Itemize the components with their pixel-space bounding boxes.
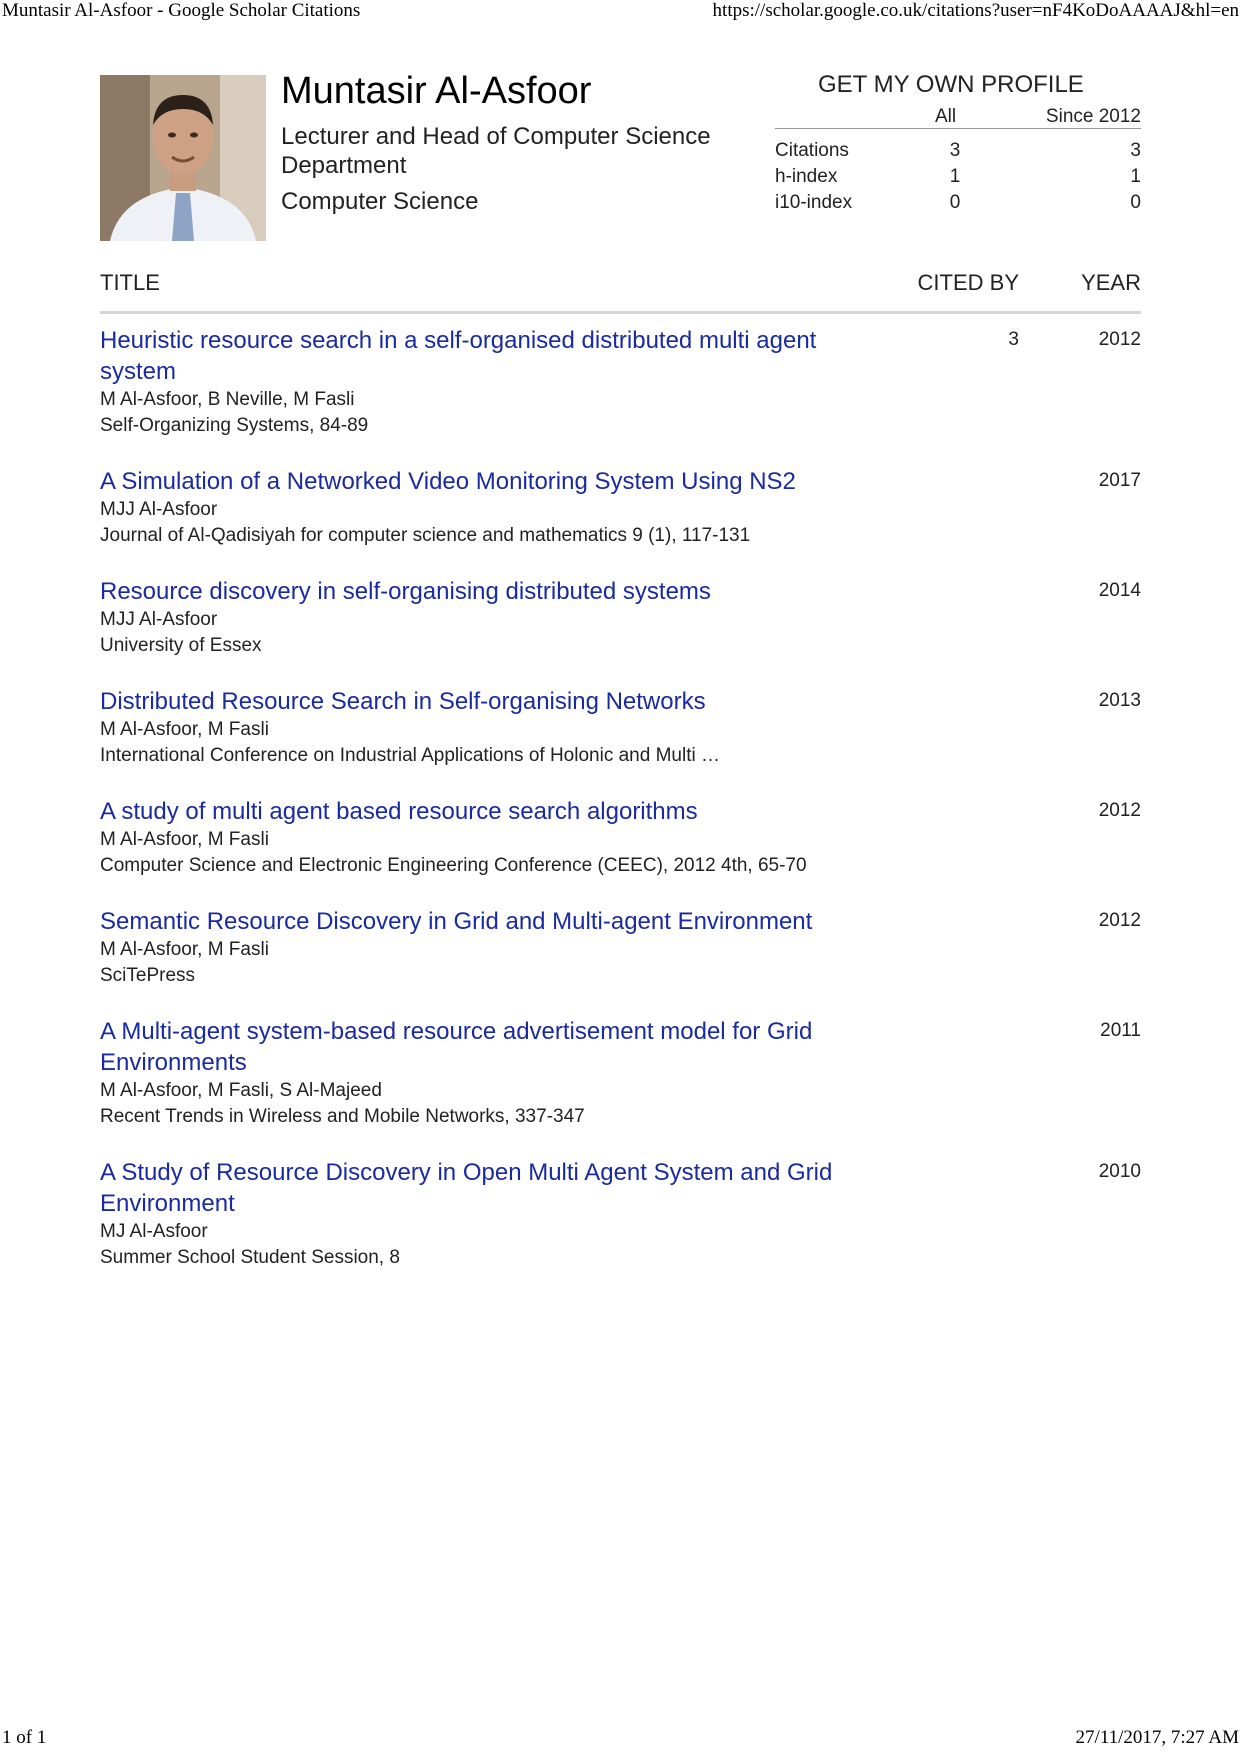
print-footer xyxy=(0,1727,1241,1751)
publication-title-link[interactable]: A study of multi agent based resource search algorithms xyxy=(100,798,698,825)
col-cited-by-header[interactable]: CITED BY xyxy=(917,270,1019,295)
profile-name: Muntasir Al-Asfoor xyxy=(281,70,592,112)
publication-year: 2010 xyxy=(1098,1161,1141,1182)
publication-authors: M Al-Asfoor, B Neville, M Fasli xyxy=(100,389,355,410)
publication-authors: MJJ Al-Asfoor xyxy=(100,609,218,630)
publication-row xyxy=(100,466,1141,549)
avatar xyxy=(100,75,266,241)
print-footer-datetime: 27/11/2017, 7:27 AM xyxy=(1075,1727,1239,1748)
publication-title-link[interactable]: Heuristic resource search in a self-organised distributed multi agent system xyxy=(100,327,817,385)
stats-value-since: 1 xyxy=(1130,166,1141,187)
publication-authors: M Al-Asfoor, M Fasli, S Al-Majeed xyxy=(100,1080,382,1101)
publication-venue: Self-Organizing Systems, 84-89 xyxy=(100,415,369,436)
publication-row xyxy=(100,576,1141,659)
publication-venue: University of Essex xyxy=(100,635,262,656)
profile-affiliation: Lecturer and Head of Computer Science Department xyxy=(281,123,711,179)
stats-col-all[interactable]: All xyxy=(935,106,957,127)
print-footer-page: 1 of 1 xyxy=(2,1727,47,1748)
publication-venue: Journal of Al-Qadisiyah for computer science and mathematics 9 (1), 117-131 xyxy=(100,525,751,546)
publication-venue: International Conference on Industrial Applications of Holonic and Multi … xyxy=(100,745,720,766)
publication-venue: Computer Science and Electronic Engineering Conference (CEEC), 2012 4th, 65-70 xyxy=(100,855,807,876)
stats-value-since: 3 xyxy=(1130,140,1141,161)
publication-authors: MJ Al-Asfoor xyxy=(100,1221,208,1242)
print-header-url: https://scholar.google.co.uk/citations?user=nF4KoDoAAAAJ&hl=en xyxy=(712,0,1239,21)
publication-title-link[interactable]: A Multi-agent system-based resource advertisement model for Grid Environments xyxy=(100,1018,813,1076)
col-year-header[interactable]: YEAR xyxy=(1081,270,1141,295)
citation-stats-table xyxy=(775,104,1141,214)
publication-row xyxy=(100,1016,1141,1130)
stats-label[interactable]: Citations xyxy=(775,140,849,161)
publication-row xyxy=(100,686,1141,769)
publication-year: 2012 xyxy=(1098,800,1141,821)
publication-row xyxy=(100,796,1141,879)
col-title-header[interactable]: TITLE xyxy=(100,270,160,295)
profile-interest[interactable]: Computer Science xyxy=(281,188,479,215)
stats-row-citations xyxy=(775,136,1141,162)
publication-cited-by[interactable]: 3 xyxy=(1008,329,1019,350)
publication-year: 2012 xyxy=(1098,329,1141,350)
publication-year: 2013 xyxy=(1098,690,1141,711)
stats-col-since[interactable]: Since 2012 xyxy=(1045,106,1141,127)
publication-year: 2017 xyxy=(1098,470,1141,491)
stats-value-since: 0 xyxy=(1130,192,1141,213)
publication-venue: SciTePress xyxy=(100,965,196,986)
publication-row xyxy=(100,325,1141,439)
stats-value-all: 0 xyxy=(949,192,961,213)
stats-header xyxy=(775,104,1141,129)
publications-list xyxy=(100,325,1141,1298)
publication-venue: Summer School Student Session, 8 xyxy=(100,1247,400,1268)
get-my-own-profile-button[interactable]: GET MY OWN PROFILE xyxy=(818,71,1084,98)
publication-year: 2012 xyxy=(1098,910,1141,931)
stats-label[interactable]: i10-index xyxy=(775,192,853,213)
stats-row-i10-index xyxy=(775,188,1141,214)
publication-title-link[interactable]: A Simulation of a Networked Video Monitoring System Using NS2 xyxy=(100,468,796,495)
publication-authors: MJJ Al-Asfoor xyxy=(100,499,218,520)
publication-year: 2011 xyxy=(1100,1020,1141,1041)
publication-authors: M Al-Asfoor, M Fasli xyxy=(100,719,269,740)
print-header xyxy=(0,0,1241,24)
publication-title-link[interactable]: A Study of Resource Discovery in Open Multi Agent System and Grid Environment xyxy=(100,1159,833,1217)
stats-row-h-index xyxy=(775,162,1141,188)
publication-title-link[interactable]: Resource discovery in self-organising distributed systems xyxy=(100,578,711,605)
publication-venue: Recent Trends in Wireless and Mobile Networks, 337-347 xyxy=(100,1106,585,1127)
publication-row xyxy=(100,906,1141,989)
publication-year: 2014 xyxy=(1098,580,1141,601)
print-header-title: Muntasir Al-Asfoor - Google Scholar Citations xyxy=(2,0,361,21)
publication-title-link[interactable]: Distributed Resource Search in Self-organising Networks xyxy=(100,688,706,715)
stats-value-all: 1 xyxy=(949,166,961,187)
publication-row xyxy=(100,1157,1141,1271)
stats-value-all: 3 xyxy=(949,140,961,161)
publication-authors: M Al-Asfoor, M Fasli xyxy=(100,829,269,850)
stats-label[interactable]: h-index xyxy=(775,166,838,187)
publication-authors: M Al-Asfoor, M Fasli xyxy=(100,939,269,960)
publications-table-header xyxy=(100,270,1141,314)
profile-photo xyxy=(100,75,266,241)
publication-title-link[interactable]: Semantic Resource Discovery in Grid and Multi-agent Environment xyxy=(100,908,813,935)
